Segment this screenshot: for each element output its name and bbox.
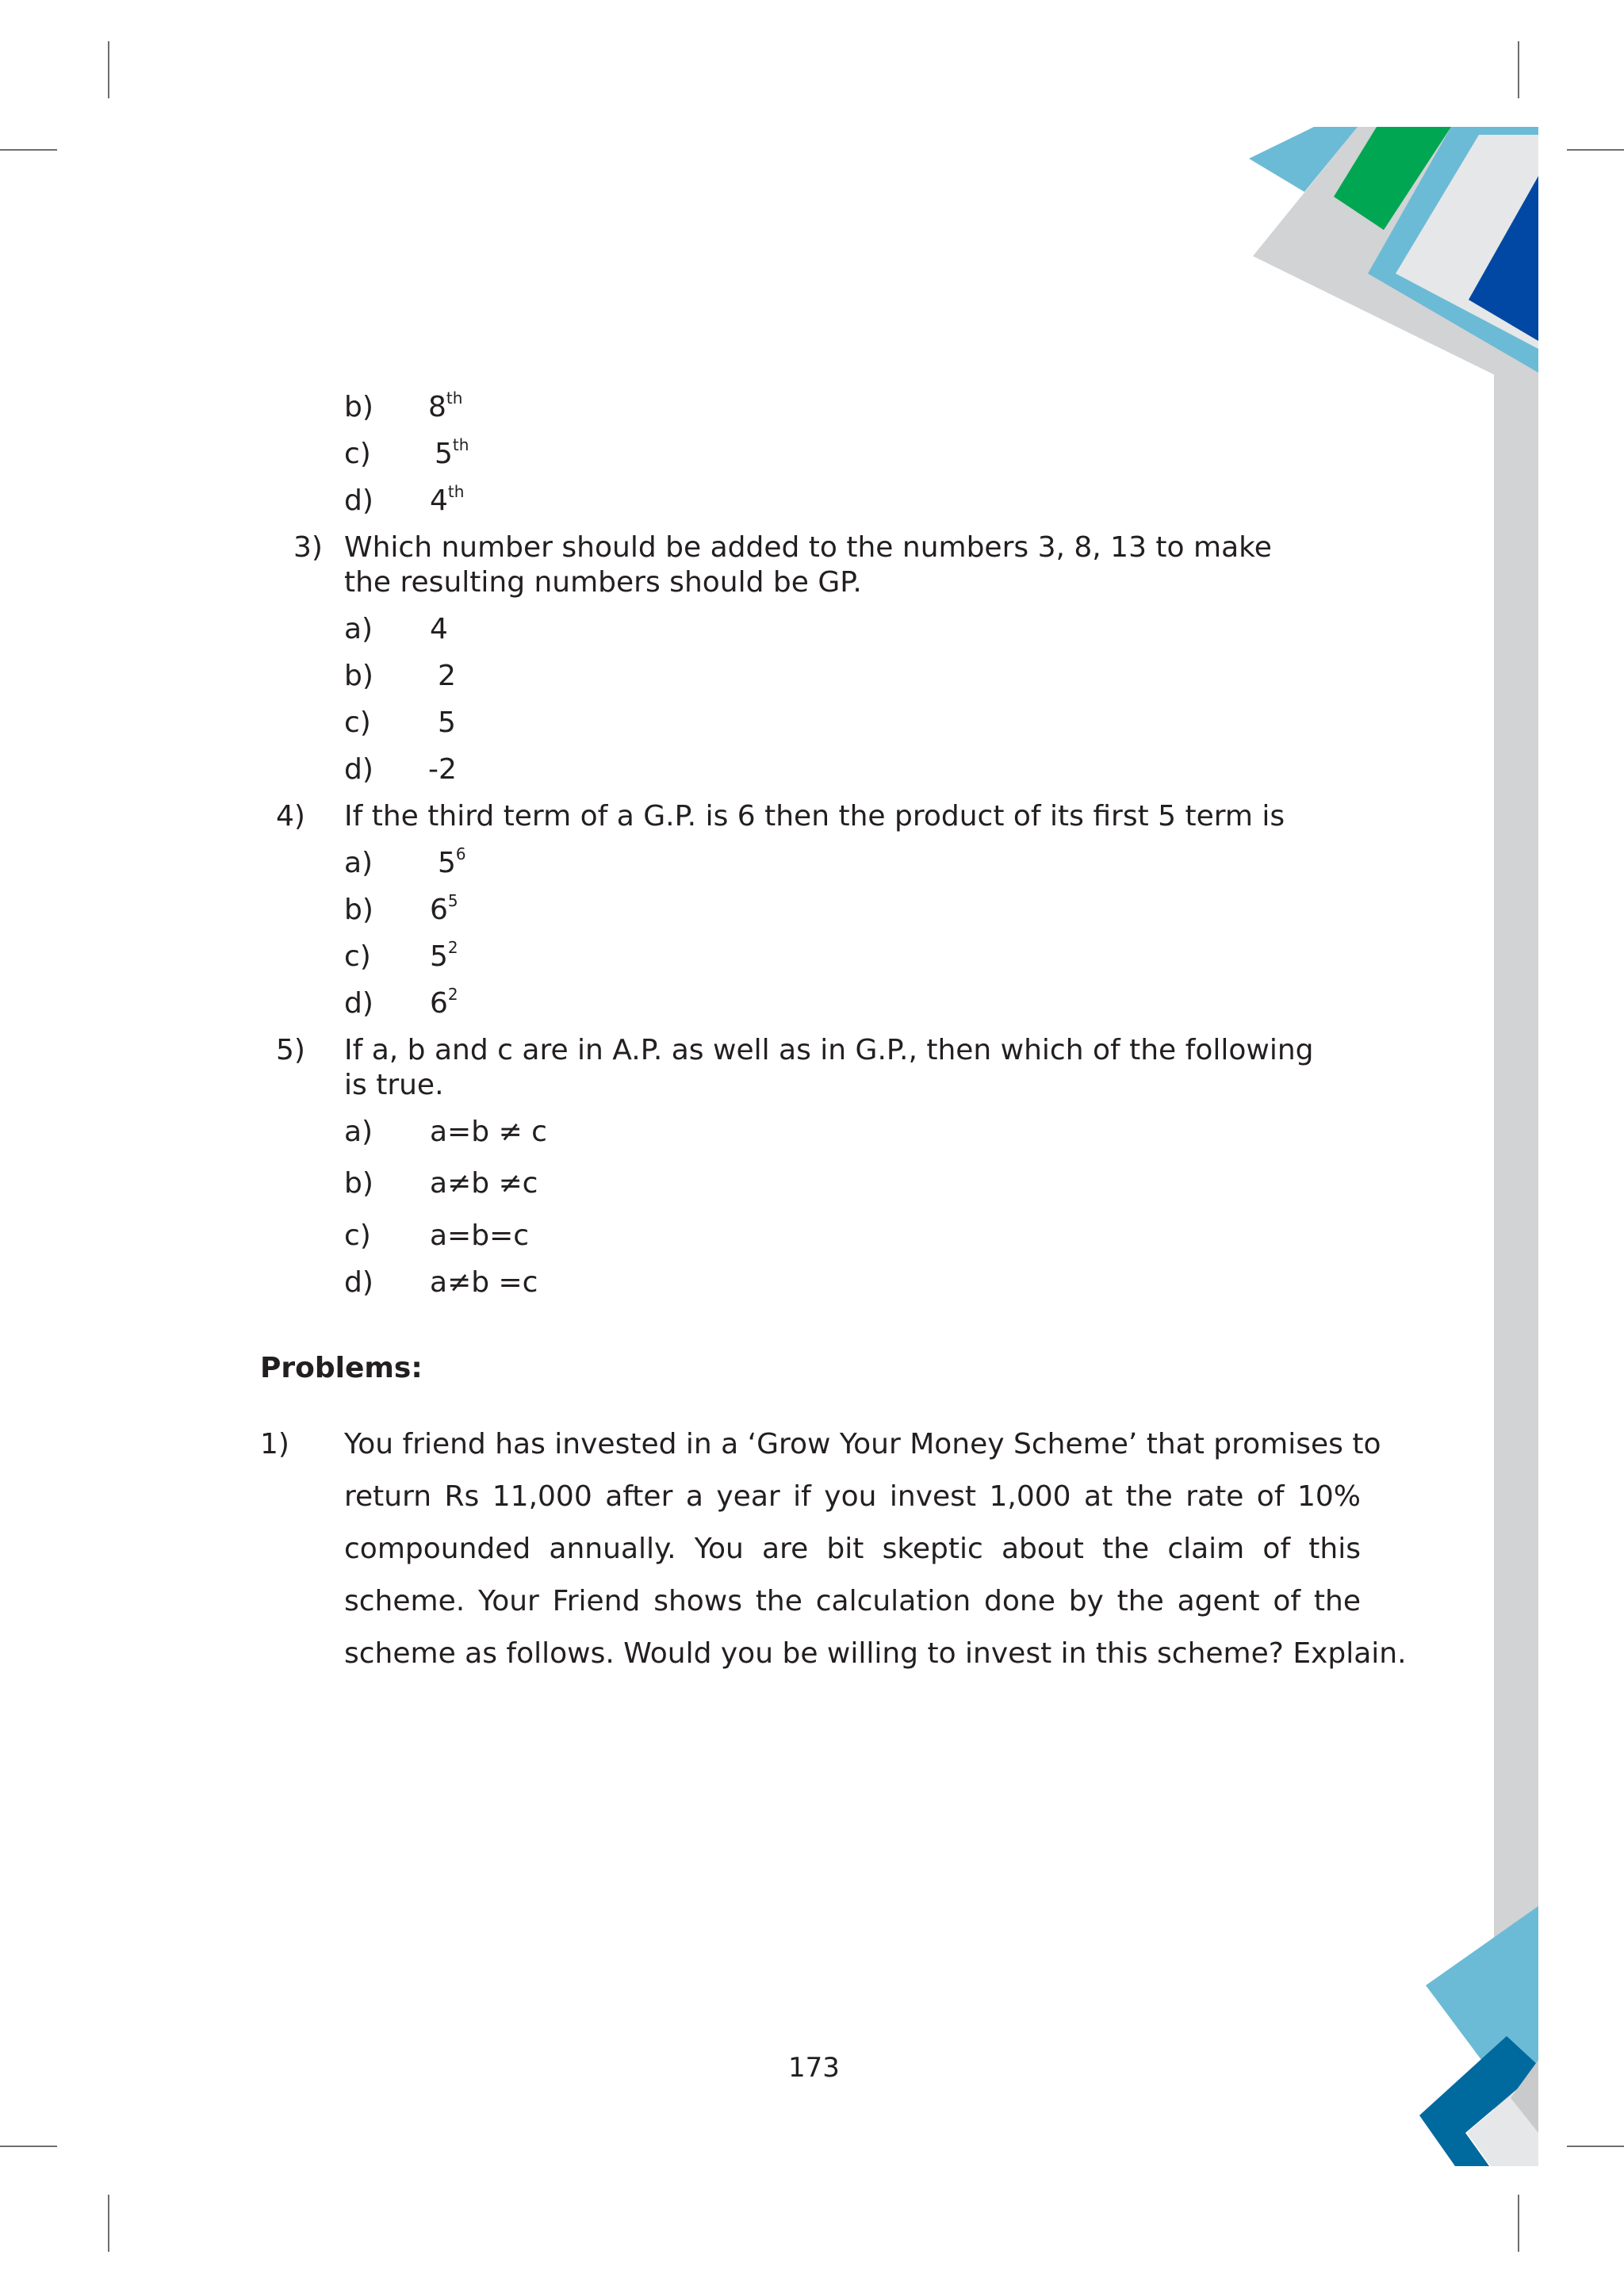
option-value: a=b ≠ c	[430, 1116, 547, 1148]
question-number: 5)	[276, 1034, 305, 1066]
option-value: a≠b =c	[430, 1266, 538, 1299]
option-letter: d)	[344, 987, 373, 1020]
option-letter: a)	[344, 613, 373, 645]
option-letter: d)	[344, 1266, 373, 1299]
option-letter: d)	[344, 753, 373, 786]
option-value: 5th	[435, 435, 469, 470]
option-letter: c)	[344, 940, 371, 973]
option-letter: c)	[344, 438, 371, 470]
question-text: If a, b and c are in A.P. as well as in G.P., then which of the following is true.	[344, 1034, 1314, 1101]
option-value: $5^6$	[438, 844, 466, 879]
option-value: 4	[430, 613, 448, 645]
problem-text-line: scheme as follows. Would you be willing to invest in this scheme? Explain.	[344, 1637, 1407, 1670]
option-value: -2	[428, 753, 457, 786]
section-heading: Problems:	[260, 1352, 423, 1384]
option-value: $5^2$	[430, 938, 458, 973]
option-letter: b)	[344, 894, 373, 926]
option-letter: a)	[344, 1116, 373, 1148]
problem-text-line: scheme. Your Friend shows the calculation done by the agent of the	[344, 1585, 1361, 1617]
question-number: 3)	[293, 531, 323, 564]
problem-text-line: You friend has invested in a ‘Grow Your Money Scheme’ that promises to	[344, 1428, 1381, 1460]
problem-text-line: compounded annually. You are bit skeptic about the claim of this	[344, 1533, 1361, 1565]
option-value: 5	[438, 706, 456, 739]
option-letter: d)	[344, 484, 373, 517]
option-value: 4th	[430, 482, 465, 517]
option-letter: b)	[344, 1167, 373, 1200]
option-letter: c)	[344, 1219, 371, 1252]
option-value: 8th	[428, 389, 463, 423]
option-letter: c)	[344, 706, 371, 739]
option-value: $6^5$	[430, 891, 458, 926]
option-letter: b)	[344, 660, 373, 692]
option-value: 2	[438, 660, 456, 692]
option-letter: b)	[344, 391, 373, 423]
question-text: Which number should be added to the numbers 3, 8, 13 to make the resulting numbers should be GP.	[344, 531, 1272, 599]
problem-text-line: return Rs 11,000 after a year if you invest 1,000 at the rate of 10%	[344, 1480, 1361, 1513]
problem-number: 1)	[260, 1428, 289, 1460]
page-number: 173	[788, 2052, 840, 2084]
option-value: $6^2$	[430, 985, 458, 1020]
question-number: 4)	[276, 800, 305, 833]
question-text: If the third term of a G.P. is 6 then the product of its first 5 term is	[344, 800, 1285, 833]
option-value: a=b=c	[430, 1219, 530, 1252]
option-value: a≠b ≠c	[430, 1167, 538, 1200]
option-letter: a)	[344, 847, 373, 879]
margin-strip	[1494, 349, 1538, 2165]
